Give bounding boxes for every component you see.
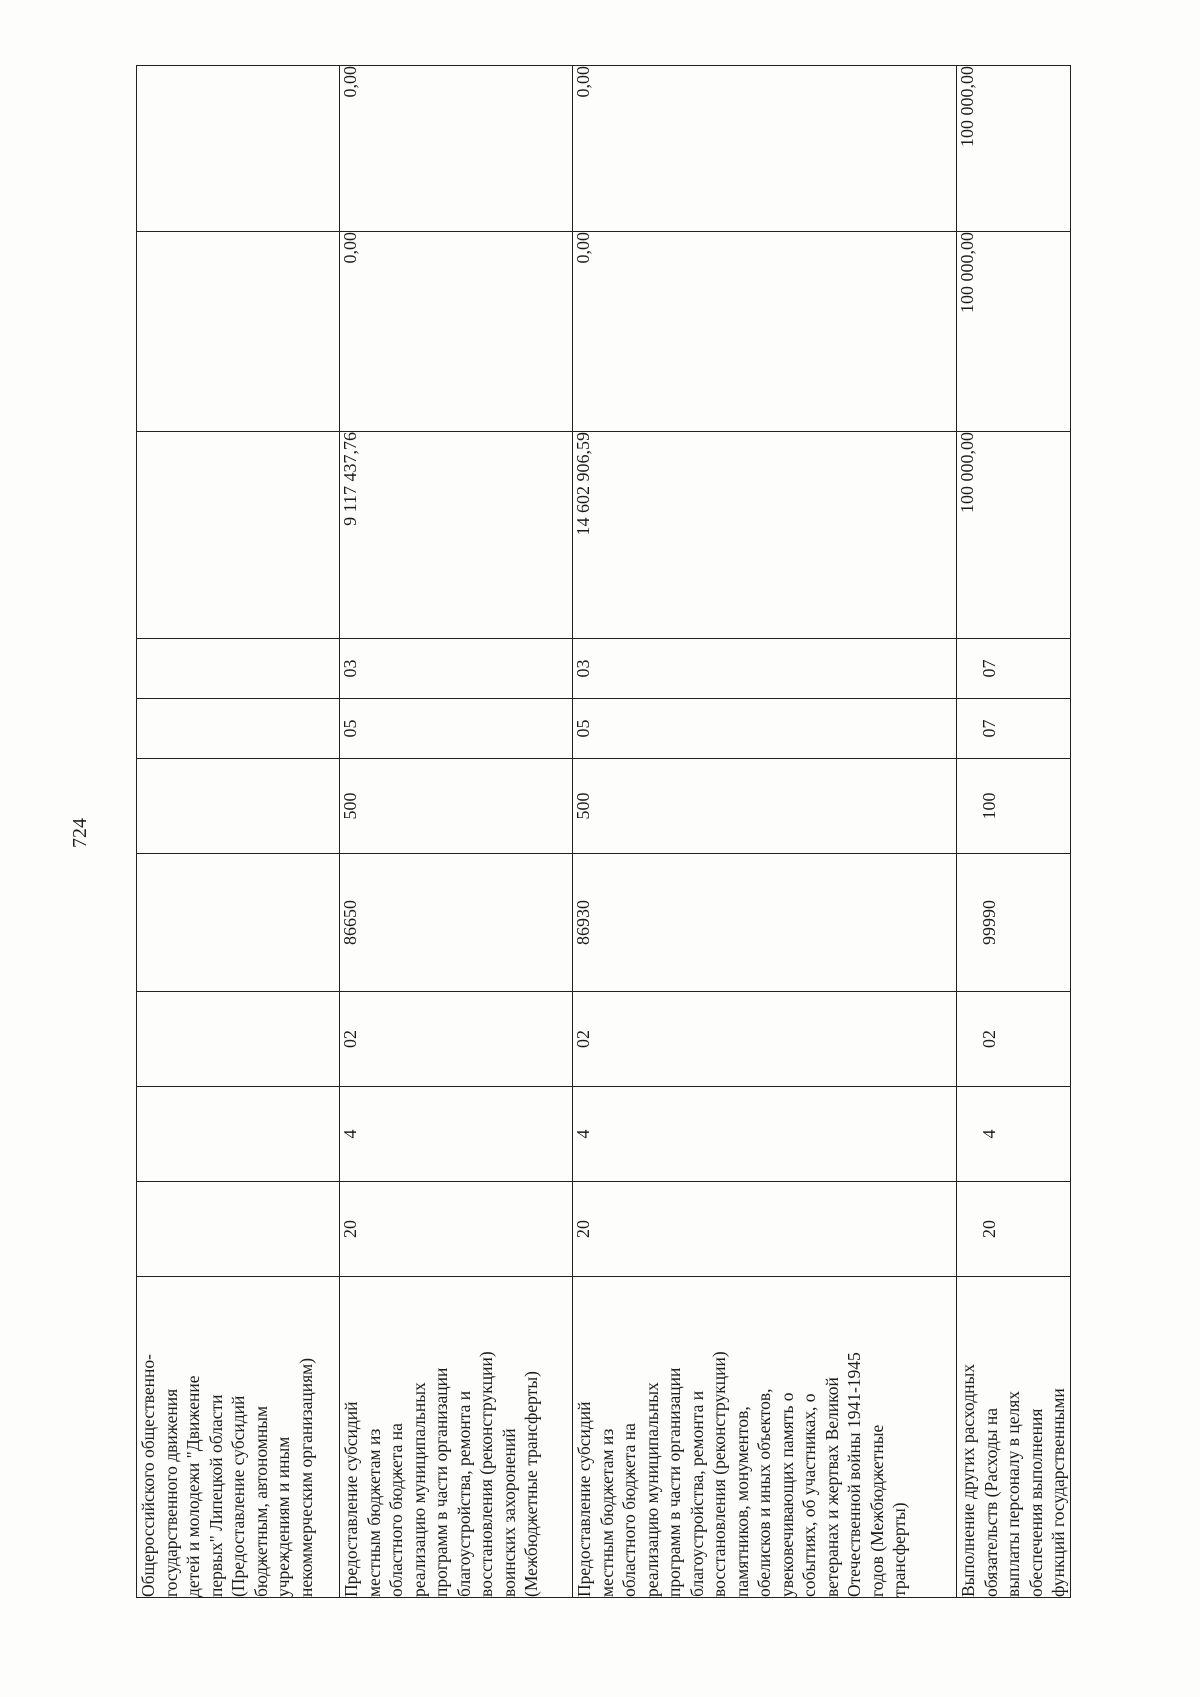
amount-year-3: 0,00: [573, 66, 593, 98]
description-line: Предоставление субсидий: [341, 1401, 361, 1597]
amount-year-2-cell: [340, 232, 573, 432]
description-line: программ в части организации: [431, 1367, 451, 1597]
direction-code-cell: [137, 854, 340, 992]
description-line: обелисков и иных объектов,: [754, 1388, 774, 1597]
main-activity-code: 02: [573, 1030, 593, 1048]
page-number: 724: [69, 818, 91, 848]
amount-year-3-cell: [573, 66, 957, 232]
expense-type-code: 100: [979, 792, 999, 820]
main-activity-code-cell: [957, 992, 1071, 1087]
description-line: годов (Межбюджетные: [866, 1424, 887, 1597]
description-line: программ в части организации: [664, 1367, 684, 1597]
amount-year-2-cell: [573, 232, 957, 432]
program-code: 20: [979, 1220, 999, 1238]
description-line: восстановления (реконструкции): [709, 1351, 729, 1597]
description-line: ветеранах и жертвах Великой: [821, 1377, 842, 1597]
expense-description: [957, 1277, 1071, 1598]
program-code-cell: [340, 1182, 573, 1277]
description-line: обеспечения выполнения: [1025, 1408, 1046, 1597]
expense-description: [573, 1277, 957, 1598]
program-code: 20: [573, 1220, 593, 1238]
section-code: 05: [340, 719, 360, 738]
amount-year-3-cell: [957, 66, 1071, 232]
description-line: местным бюджетам из: [363, 1428, 384, 1597]
expense-type-code-cell: [340, 759, 573, 854]
description-line: реализацию муниципальных: [408, 1382, 429, 1597]
description-line: воинских захоронений: [498, 1428, 519, 1597]
subprogram-code: 4: [573, 1129, 593, 1139]
description-line: детей и молодежи "Движение: [183, 1375, 203, 1597]
main-activity-code-cell: [573, 992, 957, 1087]
amount-year-3: 0,00: [340, 66, 360, 98]
amount-year-1-cell: [340, 432, 573, 639]
section-code: 05: [573, 719, 593, 738]
program-code-cell: [137, 1182, 340, 1277]
description-line: благоустройства, ремонта и: [453, 1390, 474, 1597]
amount-year-3: 100 000,00: [957, 66, 977, 147]
subprogram-code: 4: [979, 1129, 999, 1139]
description-line: первых" Липецкой области: [205, 1394, 226, 1597]
description-line: памятников, монументов,: [731, 1406, 752, 1597]
subsection-code: 03: [340, 659, 360, 678]
description-line: увековечивающих память о: [776, 1392, 797, 1597]
direction-code: 86650: [340, 900, 360, 945]
expense-type-code: 500: [573, 792, 593, 820]
description-line: благоустройства, ремонта и: [686, 1390, 707, 1597]
amount-year-2: 100 000,00: [957, 232, 977, 313]
description-line: Отечественной войны 1941-1945: [844, 1352, 864, 1597]
subprogram-code: 4: [340, 1129, 360, 1139]
table-row: [340, 66, 573, 1598]
description-line: Общероссийского общественно-: [138, 1354, 158, 1597]
section-code-cell: [957, 699, 1071, 759]
main-activity-code-cell: [137, 992, 340, 1087]
subprogram-code-cell: [957, 1087, 1071, 1182]
description-line: обязательств (Расходы на: [980, 1407, 1001, 1597]
direction-code-cell: [573, 854, 957, 992]
amount-year-3-cell: [340, 66, 573, 232]
amount-year-1: 14 602 906,59: [573, 432, 593, 536]
subprogram-code-cell: [340, 1087, 573, 1182]
expense-type-code-cell: [957, 759, 1071, 854]
table-row: [573, 66, 957, 1598]
direction-code: 86930: [573, 900, 593, 945]
direction-code-cell: [340, 854, 573, 992]
amount-year-2: 0,00: [340, 232, 360, 264]
table-container: [136, 66, 1068, 1598]
description-line: функций государственными: [1048, 1388, 1068, 1597]
description-line: некоммерческим организациям): [295, 1357, 316, 1597]
amount-year-1-cell: [573, 432, 957, 639]
description-line: бюджетным, автономным: [250, 1405, 271, 1597]
description-line: Выполнение других расходных: [958, 1363, 978, 1597]
subprogram-code-cell: [137, 1087, 340, 1182]
amount-year-1: 100 000,00: [957, 432, 977, 513]
description-line: Предоставление субсидий: [574, 1401, 594, 1597]
main-activity-code-cell: [340, 992, 573, 1087]
expense-type-code-cell: [137, 759, 340, 854]
program-code-cell: [573, 1182, 957, 1277]
expense-type-code: 500: [340, 792, 360, 820]
subsection-code-cell: [957, 639, 1071, 699]
table-row: [957, 66, 1071, 1598]
direction-code-cell: [957, 854, 1071, 992]
main-activity-code: 02: [979, 1030, 999, 1048]
section-code-cell: [573, 699, 957, 759]
subsection-code-cell: [137, 639, 340, 699]
expense-description: [137, 1277, 340, 1598]
description-line: учреждениям и иным: [273, 1436, 293, 1597]
section-code-cell: [137, 699, 340, 759]
description-line: областного бюджета на: [619, 1423, 639, 1597]
subsection-code: 07: [979, 659, 999, 678]
amount-year-2: 0,00: [573, 232, 593, 264]
main-activity-code: 02: [340, 1030, 360, 1048]
expense-description: [340, 1277, 573, 1598]
direction-code: 99990: [979, 900, 999, 945]
subsection-code-cell: [340, 639, 573, 699]
rotated-table: [136, 66, 1068, 1598]
amount-year-1-cell: [137, 432, 340, 639]
amount-year-2-cell: [137, 232, 340, 432]
table-row: [137, 66, 340, 1598]
amount-year-1: 9 117 437,76: [340, 432, 360, 526]
program-code: 20: [340, 1220, 360, 1238]
description-line: реализацию муниципальных: [641, 1382, 662, 1597]
subsection-code: 03: [573, 659, 593, 678]
description-line: (Предоставление субсидий: [228, 1395, 248, 1597]
amount-year-1-cell: [957, 432, 1071, 639]
expense-type-code-cell: [573, 759, 957, 854]
budget-table: [136, 65, 1071, 1598]
program-code-cell: [957, 1182, 1071, 1277]
description-line: местным бюджетам из: [596, 1428, 617, 1597]
section-code: 07: [979, 719, 999, 738]
description-line: восстановления (реконструкции): [476, 1351, 496, 1597]
description-line: государственного движения: [160, 1388, 181, 1597]
description-line: событиях, об участниках, о: [799, 1393, 819, 1597]
section-code-cell: [340, 699, 573, 759]
subprogram-code-cell: [573, 1087, 957, 1182]
description-line: трансферты): [889, 1502, 909, 1597]
subsection-code-cell: [573, 639, 957, 699]
description-line: (Межбюджетные трансферты): [521, 1371, 541, 1597]
amount-year-3-cell: [137, 66, 340, 232]
amount-year-2-cell: [957, 232, 1071, 432]
description-line: областного бюджета на: [386, 1423, 406, 1597]
description-line: выплаты персоналу в целях: [1003, 1390, 1023, 1597]
